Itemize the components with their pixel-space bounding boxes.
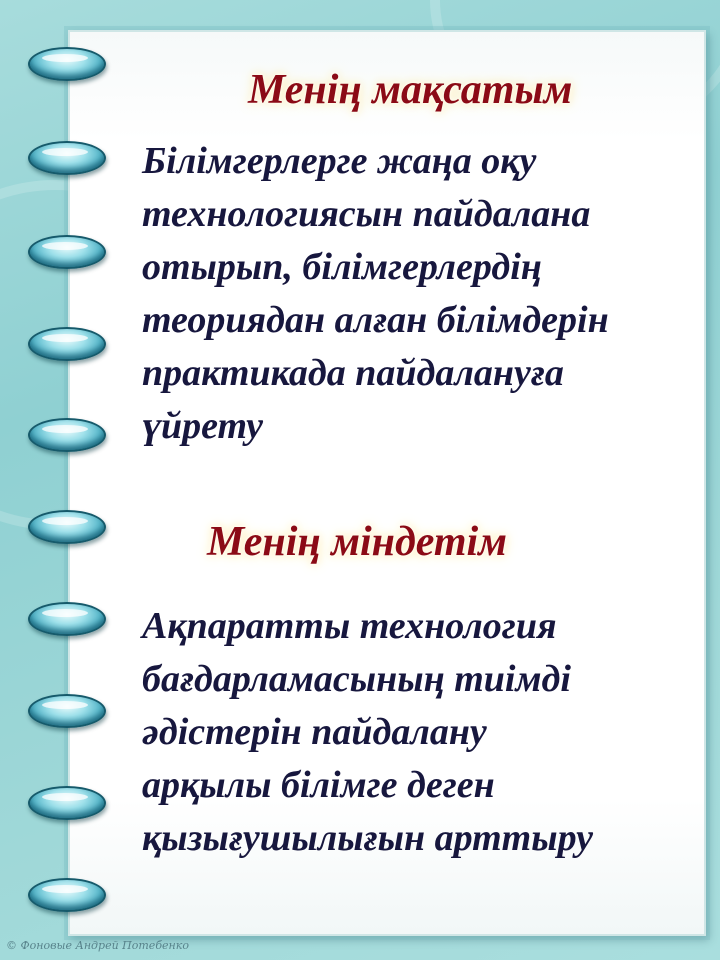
binder-ring-icon xyxy=(28,510,106,544)
task-title: Менің міндетім xyxy=(207,519,507,565)
binder-ring-icon xyxy=(28,694,106,728)
binder-ring-icon xyxy=(28,786,106,820)
binder-ring-icon xyxy=(28,878,106,912)
goal-title: Менің мақсатым xyxy=(248,67,573,113)
goal-text: Білімгерлерге жаңа оқу технологиясын пайдалана отырып, білімгерлердің теориядан алған білімдерін практикада пайдалануға үйрету xyxy=(142,140,609,447)
binder-ring-icon xyxy=(28,235,106,269)
binder-ring-icon xyxy=(28,418,106,452)
binder-ring-icon xyxy=(28,327,106,361)
task-text: Ақпаратты технология бағдарламасының тиімді әдістерін пайдалану арқылы білімге деген қызығушылығын арттыру xyxy=(142,605,593,859)
binder-ring-icon xyxy=(28,602,106,636)
binder-ring-icon xyxy=(28,141,106,175)
watermark: © Фоновые Андрей Потебенко xyxy=(6,939,189,952)
binder-ring-icon xyxy=(28,47,106,81)
